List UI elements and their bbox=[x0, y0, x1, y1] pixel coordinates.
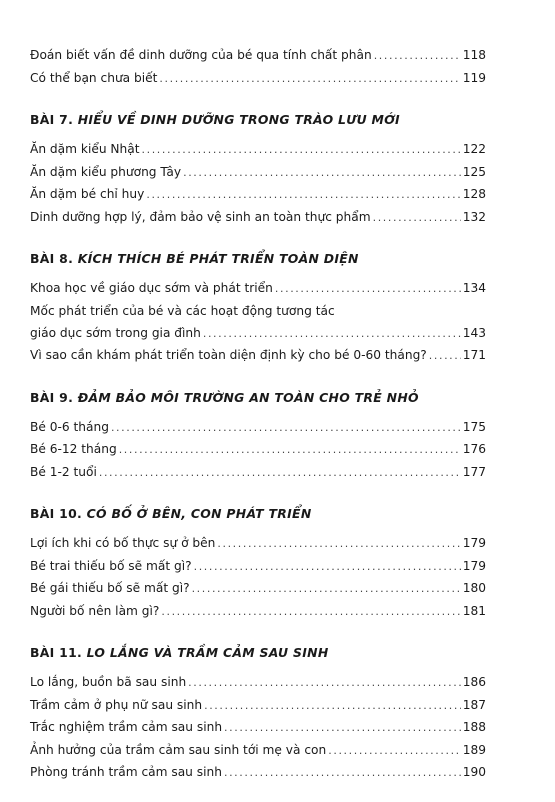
toc-entry-text: Người bố nên làm gì? bbox=[30, 603, 160, 618]
toc-entry[interactable] bbox=[30, 416, 486, 439]
chapter-title: LO LẮNG VÀ TRẦM CẢM SAU SINH bbox=[86, 645, 329, 660]
toc-entry-text: Ăn dặm bé chỉ huy bbox=[30, 187, 145, 201]
toc-entry[interactable] bbox=[30, 761, 486, 784]
leader-dots bbox=[374, 45, 461, 68]
toc-entry[interactable] bbox=[30, 438, 486, 461]
chapter-number: BÀI 10. bbox=[30, 506, 83, 521]
toc-entry-text: Trầm cảm ở phụ nữ sau sinh bbox=[30, 697, 203, 712]
toc-entry[interactable] bbox=[30, 532, 486, 555]
toc-entry-text: Lo lắng, buồn bã sau sinh bbox=[30, 675, 187, 689]
leader-dots bbox=[146, 184, 460, 207]
toc-entry[interactable] bbox=[30, 344, 486, 367]
toc-page-number: 119 bbox=[462, 70, 486, 85]
chapter-title: HIỂU VỀ DINH DƯỠNG TRONG TRÀO LƯU MỚI bbox=[77, 112, 400, 127]
toc-entry-text: Ăn dặm kiểu Nhật bbox=[30, 142, 140, 156]
toc-entry-text: Bé 1-2 tuổi bbox=[30, 464, 97, 479]
leader-dots bbox=[194, 556, 461, 579]
toc-page-number: 171 bbox=[462, 348, 486, 362]
toc-entry-text: Khoa học về giáo dục sớm và phát triển bbox=[30, 281, 273, 295]
leader-dots bbox=[119, 439, 461, 462]
toc-entry[interactable] bbox=[30, 671, 486, 694]
leader-dots bbox=[192, 578, 461, 601]
chapter-title: ĐẢM BẢO MÔI TRƯỜNG AN TOÀN CHO TRẺ NHỎ bbox=[77, 389, 419, 405]
toc-entry[interactable] bbox=[30, 183, 486, 206]
toc-entry-text: Bé gái thiếu bố sẽ mất gì? bbox=[30, 581, 190, 595]
leader-dots bbox=[188, 672, 461, 695]
chapter-number: BÀI 7. bbox=[30, 112, 74, 127]
toc-entry-text: Lợi ích khi có bố thực sự ở bên bbox=[30, 536, 216, 550]
toc-page-number: 122 bbox=[462, 142, 486, 156]
leader-dots bbox=[159, 68, 460, 91]
toc-page-number: 132 bbox=[462, 209, 486, 224]
leader-dots bbox=[224, 717, 461, 740]
chapter-heading[interactable] bbox=[30, 111, 486, 129]
leader-dots bbox=[429, 345, 461, 368]
toc-page-number: 188 bbox=[462, 720, 486, 734]
toc-page-number: 177 bbox=[462, 464, 486, 479]
chapter-title: CÓ BỐ Ở BÊN, CON PHÁT TRIỂN bbox=[86, 506, 312, 521]
leader-dots bbox=[204, 695, 461, 718]
toc-page-number: 176 bbox=[462, 442, 486, 456]
toc-entry[interactable] bbox=[30, 138, 486, 161]
chapter-number: BÀI 11. bbox=[30, 645, 83, 660]
leader-dots bbox=[111, 417, 461, 440]
chapter-title: KÍCH THÍCH BÉ PHÁT TRIỂN TOÀN DIỆN bbox=[77, 251, 359, 266]
toc-page-number: 190 bbox=[462, 765, 486, 779]
toc-entry[interactable] bbox=[30, 277, 486, 300]
toc-page-number: 189 bbox=[462, 742, 486, 757]
leader-dots bbox=[328, 740, 460, 763]
toc-page-number: 175 bbox=[462, 419, 486, 434]
toc-entry[interactable] bbox=[30, 600, 486, 623]
toc-page-number: 187 bbox=[462, 697, 486, 712]
toc-entry[interactable] bbox=[30, 161, 486, 184]
toc-entry[interactable] bbox=[30, 206, 486, 229]
leader-dots bbox=[142, 139, 461, 162]
toc-entry-text: Ảnh hưởng của trầm cảm sau sinh tới mẹ và con bbox=[30, 742, 327, 757]
toc-entry-text: Dinh dưỡng hợp lý, đảm bảo vệ sinh an toàn thực phẩm bbox=[30, 209, 371, 224]
toc-entry-line2 bbox=[30, 322, 486, 345]
toc-entry[interactable] bbox=[30, 44, 486, 67]
toc-entry[interactable] bbox=[30, 555, 486, 578]
toc-page-number: 179 bbox=[462, 536, 486, 550]
toc-entry-text: Có thể bạn chưa biết bbox=[30, 70, 158, 85]
leader-dots bbox=[373, 207, 461, 230]
table-of-contents bbox=[30, 44, 486, 784]
toc-entry-text: Bé 6-12 tháng bbox=[30, 442, 117, 456]
toc-entry-multiline[interactable] bbox=[30, 300, 486, 345]
leader-dots bbox=[99, 462, 461, 485]
toc-entry[interactable] bbox=[30, 694, 486, 717]
chapter-heading[interactable] bbox=[30, 505, 486, 523]
toc-entry-text: Vì sao cần khám phát triển toàn diện định kỳ cho bé 0-60 tháng? bbox=[30, 348, 427, 362]
toc-page-number: 181 bbox=[462, 603, 486, 618]
toc-page-number: 128 bbox=[462, 187, 486, 201]
toc-entry[interactable] bbox=[30, 461, 486, 484]
toc-entry-text: Bé 0-6 tháng bbox=[30, 419, 109, 434]
toc-entry[interactable] bbox=[30, 716, 486, 739]
toc-entry-text: Bé trai thiếu bố sẽ mất gì? bbox=[30, 558, 192, 573]
toc-page-number: 186 bbox=[462, 675, 486, 689]
toc-page-number: 118 bbox=[462, 48, 486, 62]
toc-entry-text: Phòng tránh trầm cảm sau sinh bbox=[30, 765, 222, 779]
chapter-number: BÀI 9. bbox=[30, 389, 74, 405]
toc-page-number: 134 bbox=[462, 281, 486, 295]
toc-entry-text-line2: giáo dục sớm trong gia đình bbox=[30, 325, 201, 340]
toc-page-number: 179 bbox=[462, 558, 486, 573]
toc-entry-text-line1: Mốc phát triển của bé và các hoạt động tương tác bbox=[30, 303, 335, 318]
leader-dots bbox=[217, 533, 460, 556]
leader-dots bbox=[161, 601, 460, 624]
toc-page-number: 180 bbox=[462, 581, 486, 595]
toc-page-number: 125 bbox=[462, 164, 486, 179]
leader-dots bbox=[275, 278, 461, 301]
toc-entry[interactable] bbox=[30, 739, 486, 762]
chapter-heading[interactable] bbox=[30, 250, 486, 268]
chapter-heading[interactable] bbox=[30, 644, 486, 662]
chapter-heading[interactable] bbox=[30, 389, 486, 407]
leader-dots bbox=[183, 162, 461, 185]
leader-dots bbox=[203, 323, 461, 346]
leader-dots bbox=[224, 762, 461, 785]
toc-entry-text: Đoán biết vấn đề dinh dưỡng của bé qua tính chất phân bbox=[30, 48, 372, 62]
toc-page-number: 143 bbox=[462, 325, 486, 340]
toc-entry-text: Trắc nghiệm trầm cảm sau sinh bbox=[30, 720, 223, 734]
toc-entry[interactable] bbox=[30, 67, 486, 90]
toc-entry-text: Ăn dặm kiểu phương Tây bbox=[30, 164, 182, 179]
toc-entry[interactable] bbox=[30, 577, 486, 600]
chapter-number: BÀI 8. bbox=[30, 251, 74, 266]
